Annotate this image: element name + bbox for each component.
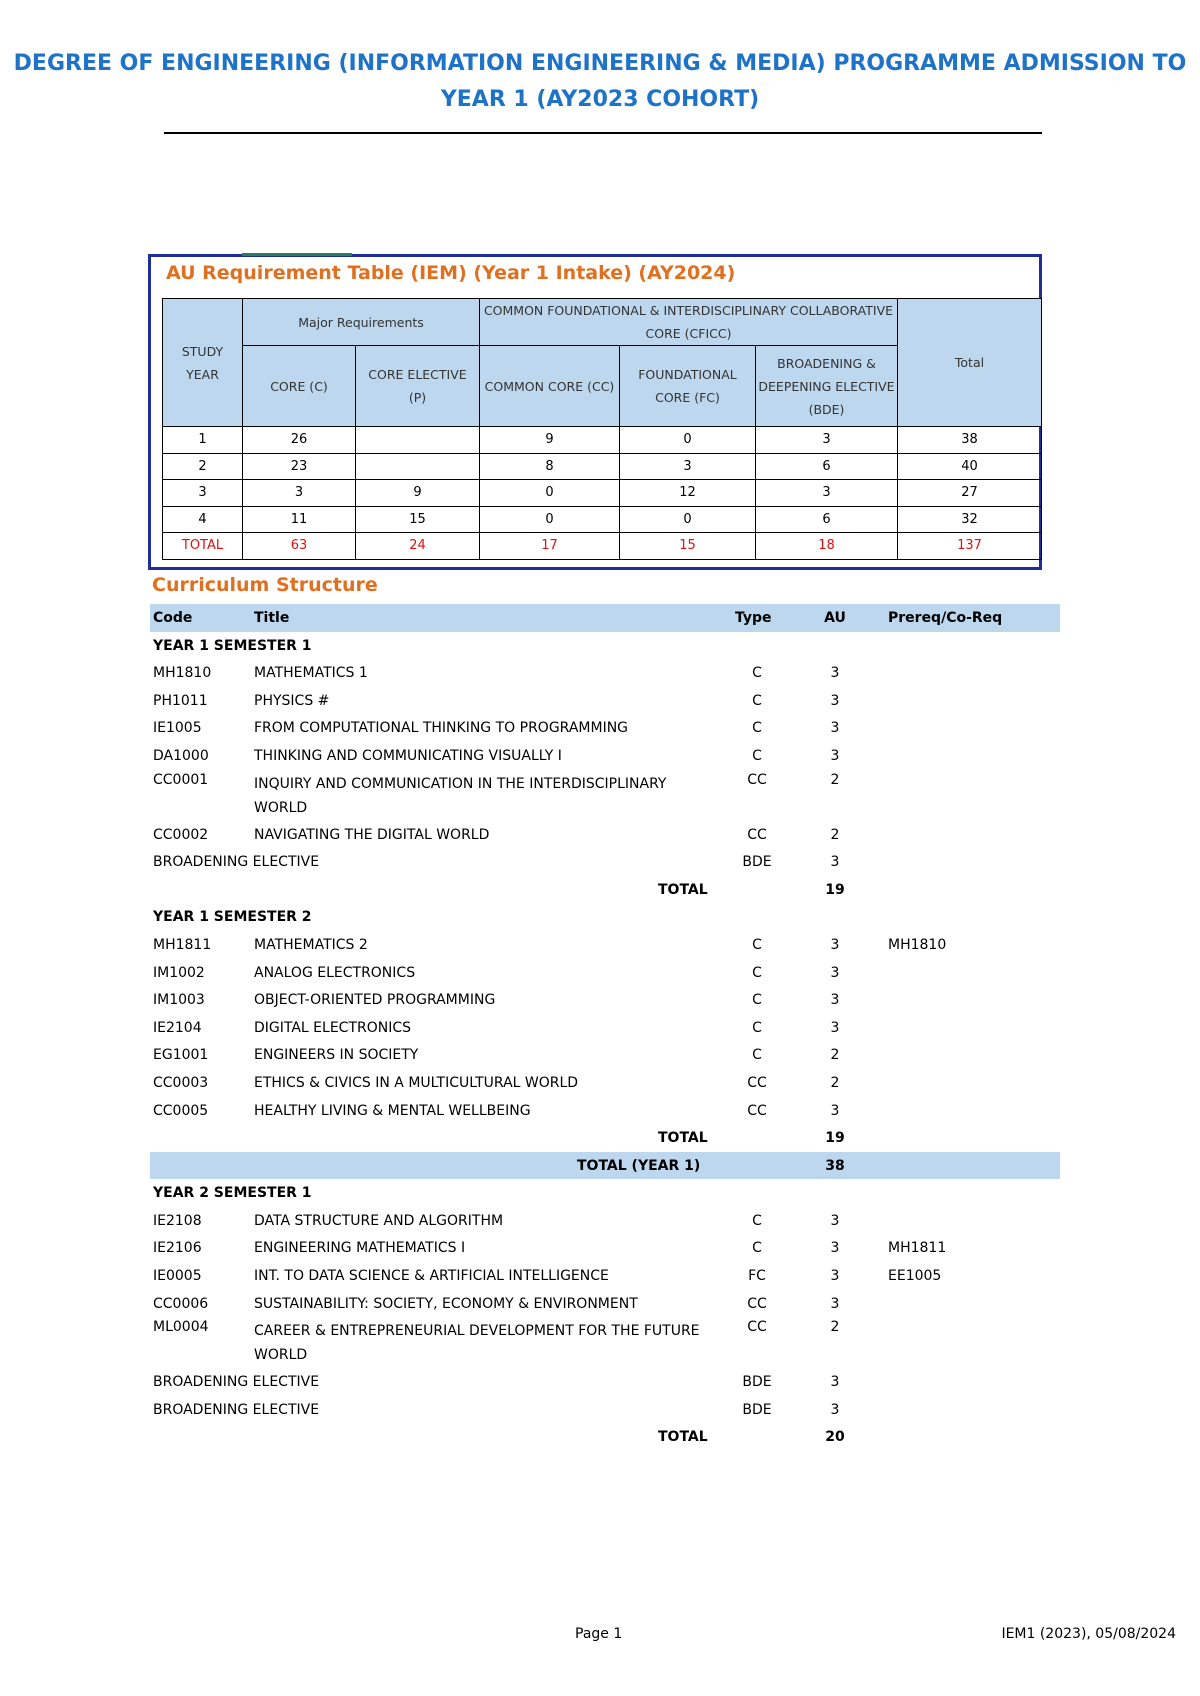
au-requirement-table (162, 298, 1042, 560)
cell-common-core: 17 (480, 533, 620, 560)
cell-total: 27 (898, 480, 1042, 507)
course-type: C (752, 1240, 762, 1257)
header-total: Total (898, 299, 1042, 427)
course-title: MATHEMATICS 1 (254, 665, 368, 682)
cell-year: 1 (163, 427, 243, 454)
course-code: IE2104 (153, 1019, 202, 1036)
cell-foundational: 0 (620, 427, 756, 454)
course-title: THINKING AND COMMUNICATING VISUALLY I (254, 747, 562, 764)
course-code: BROADENING ELECTIVE (153, 1401, 320, 1418)
curriculum-table (150, 604, 1060, 1451)
cell-core: 63 (243, 533, 356, 560)
cell-common-core: 0 (480, 506, 620, 533)
year-total-label: TOTAL (YEAR 1) (577, 1157, 701, 1174)
course-type: C (752, 720, 762, 737)
course-type: CC (747, 826, 767, 843)
course-code: IM1003 (153, 992, 205, 1009)
semester-label-row (150, 632, 1060, 660)
footer-page-number: Page 1 (575, 1626, 623, 1642)
cell-total: 38 (898, 427, 1042, 454)
semester-total-au: 20 (825, 1429, 845, 1446)
course-prereq: EE1005 (888, 1268, 942, 1285)
course-au: 3 (830, 1019, 840, 1036)
cell-bde: 18 (756, 533, 898, 560)
cell-core: 11 (243, 506, 356, 533)
course-au: 3 (830, 992, 840, 1009)
course-au: 2 (830, 1319, 840, 1336)
course-title: INQUIRY AND COMMUNICATION IN THE INTERDISCIPLINARY WORLD (254, 775, 667, 816)
course-au: 3 (830, 1240, 840, 1257)
cell-year: 3 (163, 480, 243, 507)
course-title: OBJECT-ORIENTED PROGRAMMING (254, 992, 496, 1009)
cell-common-core: 0 (480, 480, 620, 507)
header-title: Title (254, 610, 290, 626)
header-type: Type (735, 610, 772, 626)
cell-common-core: 8 (480, 453, 620, 480)
course-code: CC0006 (153, 1295, 209, 1312)
curriculum-structure-title: Curriculum Structure (152, 574, 378, 596)
cell-bde: 3 (756, 480, 898, 507)
header-core-elective: CORE ELECTIVE (P) (356, 346, 480, 427)
course-au: 3 (830, 665, 840, 682)
header-common-core: COMMON CORE (CC) (480, 346, 620, 427)
course-au: 2 (830, 1074, 840, 1091)
title-line-2: YEAR 1 (AY2023 COHORT) (440, 87, 760, 112)
header-prereq: Prereq/Co-Req (888, 610, 1003, 626)
course-type: C (752, 992, 762, 1009)
cell-foundational: 3 (620, 453, 756, 480)
header-core: CORE (C) (243, 346, 356, 427)
cell-core-elective: 15 (356, 506, 480, 533)
course-row (150, 1069, 1060, 1097)
course-code: MH1810 (153, 665, 212, 682)
course-type: C (752, 936, 762, 953)
course-type: CC (747, 1074, 767, 1091)
course-title: NAVIGATING THE DIGITAL WORLD (254, 826, 490, 843)
au-table-title: AU Requirement Table (IEM) (Year 1 Intake) (AY2024) (166, 262, 736, 284)
course-type: CC (747, 771, 767, 788)
course-row (150, 659, 1060, 687)
semester-label-row (150, 1179, 1060, 1207)
course-row (150, 1290, 1060, 1318)
course-type: CC (747, 1102, 767, 1119)
course-au: 2 (830, 826, 840, 843)
course-type: BDE (742, 1401, 772, 1418)
course-type: BDE (742, 1374, 772, 1391)
cell-core: 23 (243, 453, 356, 480)
au-row-year-1 (163, 427, 1042, 454)
cell-bde: 6 (756, 453, 898, 480)
course-au: 3 (830, 964, 840, 981)
course-title: FROM COMPUTATIONAL THINKING TO PROGRAMMING (254, 720, 629, 737)
year-total-au: 38 (825, 1157, 845, 1174)
course-code: CC0001 (153, 771, 209, 788)
cell-bde: 3 (756, 427, 898, 454)
course-title: MATHEMATICS 2 (254, 936, 368, 953)
course-title: ANALOG ELECTRONICS (254, 964, 416, 981)
semester-label: YEAR 1 SEMESTER 1 (153, 637, 312, 654)
cell-foundational: 12 (620, 480, 756, 507)
cell-year: 4 (163, 506, 243, 533)
semester-label-row (150, 903, 1060, 931)
course-type: C (752, 964, 762, 981)
course-au: 3 (830, 854, 840, 871)
title-line-1: DEGREE OF ENGINEERING (INFORMATION ENGINEERING & MEDIA) PROGRAMME ADMISSION TO (13, 51, 1187, 76)
course-code: CC0002 (153, 826, 209, 843)
semester-total-row (150, 876, 1060, 904)
course-row (150, 1041, 1060, 1069)
course-row (150, 1368, 1060, 1396)
course-type: BDE (742, 854, 772, 871)
course-row (150, 1317, 1060, 1368)
course-row (150, 1262, 1060, 1290)
semester-total-row (150, 1124, 1060, 1152)
cell-core-elective (356, 453, 480, 480)
cell-bde: 6 (756, 506, 898, 533)
course-prereq: MH1811 (888, 1240, 947, 1257)
document-title (0, 46, 1200, 118)
course-code: CC0003 (153, 1074, 209, 1091)
cell-total: 40 (898, 453, 1042, 480)
course-type: C (752, 692, 762, 709)
cell-core-elective: 9 (356, 480, 480, 507)
course-type: FC (748, 1268, 766, 1285)
course-title: PHYSICS # (254, 692, 330, 709)
course-title: DIGITAL ELECTRONICS (254, 1019, 412, 1036)
course-row (150, 959, 1060, 987)
header-major-requirements: Major Requirements (243, 299, 480, 346)
cell-core-elective: 24 (356, 533, 480, 560)
course-au: 3 (830, 747, 840, 764)
course-au: 3 (830, 1102, 840, 1119)
course-row (150, 1396, 1060, 1424)
course-row (150, 848, 1060, 876)
course-code: PH1011 (153, 692, 208, 709)
cell-year: 2 (163, 453, 243, 480)
semester-total-au: 19 (825, 1130, 845, 1147)
course-row (150, 821, 1060, 849)
cell-common-core: 9 (480, 427, 620, 454)
semester-total-label: TOTAL (658, 1130, 708, 1147)
semester-total-au: 19 (825, 881, 845, 898)
course-row (150, 1097, 1060, 1125)
course-au: 3 (830, 692, 840, 709)
course-type: C (752, 747, 762, 764)
course-row (150, 1014, 1060, 1042)
course-au: 3 (830, 720, 840, 737)
header-au: AU (824, 610, 846, 626)
footer-document-id: IEM1 (2023), 05/08/2024 (1001, 1626, 1176, 1642)
course-code: ML0004 (153, 1319, 209, 1336)
header-bde: BROADENING & DEEPENING ELECTIVE (BDE) (756, 346, 898, 427)
course-code: BROADENING ELECTIVE (153, 854, 320, 871)
course-code: CC0005 (153, 1102, 209, 1119)
semester-total-label: TOTAL (658, 881, 708, 898)
cell-total: 32 (898, 506, 1042, 533)
course-code: DA1000 (153, 747, 209, 764)
course-au: 3 (830, 1401, 840, 1418)
course-title: SUSTAINABILITY: SOCIETY, ECONOMY & ENVIRONMENT (254, 1295, 638, 1312)
course-title: ENGINEERING MATHEMATICS I (254, 1240, 466, 1257)
course-title: DATA STRUCTURE AND ALGORITHM (254, 1212, 504, 1229)
course-au: 3 (830, 1212, 840, 1229)
course-au: 3 (830, 1374, 840, 1391)
course-row (150, 986, 1060, 1014)
course-type: C (752, 665, 762, 682)
course-row (150, 1207, 1060, 1235)
au-box-tab-accent (242, 253, 352, 256)
header-study-year: STUDY YEAR (163, 299, 243, 427)
course-row (150, 770, 1060, 821)
course-row (150, 931, 1060, 959)
course-type: C (752, 1047, 762, 1064)
au-row-year-4 (163, 506, 1042, 533)
au-row-year-3 (163, 480, 1042, 507)
semester-total-row (150, 1423, 1060, 1451)
course-row (150, 742, 1060, 770)
semester-label: YEAR 1 SEMESTER 2 (153, 909, 312, 926)
course-code: BROADENING ELECTIVE (153, 1374, 320, 1391)
course-au: 3 (830, 1295, 840, 1312)
course-row (150, 687, 1060, 715)
course-code: IE2106 (153, 1240, 202, 1257)
cell-core-elective (356, 427, 480, 454)
course-title: INT. TO DATA SCIENCE & ARTIFICIAL INTELLIGENCE (254, 1268, 609, 1285)
au-row-total (163, 533, 1042, 560)
course-type: CC (747, 1295, 767, 1312)
course-code: MH1811 (153, 936, 212, 953)
header-foundational-core: FOUNDATIONAL CORE (FC) (620, 346, 756, 427)
course-au: 3 (830, 1268, 840, 1285)
course-prereq: MH1810 (888, 936, 947, 953)
header-code: Code (153, 610, 193, 626)
header-cficc: COMMON FOUNDATIONAL & INTERDISCIPLINARY COLLABORATIVE CORE (CFICC) (480, 299, 898, 346)
cell-core: 26 (243, 427, 356, 454)
semester-total-label: TOTAL (658, 1429, 708, 1446)
course-code: EG1001 (153, 1047, 209, 1064)
cell-year: TOTAL (163, 533, 243, 560)
course-row (150, 714, 1060, 742)
course-au: 3 (830, 936, 840, 953)
curriculum-header-row (150, 604, 1060, 632)
course-title: CAREER & ENTREPRENEURIAL DEVELOPMENT FOR THE FUTURE WORLD (254, 1323, 700, 1364)
title-underline (164, 132, 1042, 134)
course-title: ENGINEERS IN SOCIETY (254, 1047, 419, 1064)
course-code: IE0005 (153, 1268, 202, 1285)
cell-core: 3 (243, 480, 356, 507)
cell-foundational: 0 (620, 506, 756, 533)
course-title: HEALTHY LIVING & MENTAL WELLBEING (254, 1102, 531, 1119)
course-au: 2 (830, 771, 840, 788)
semester-label: YEAR 2 SEMESTER 1 (153, 1185, 312, 1202)
course-code: IM1002 (153, 964, 205, 981)
course-type: C (752, 1019, 762, 1036)
cell-total: 137 (898, 533, 1042, 560)
course-code: IE2108 (153, 1212, 202, 1229)
course-type: CC (747, 1319, 767, 1336)
year-total-row (150, 1152, 1060, 1180)
course-row (150, 1234, 1060, 1262)
au-row-year-2 (163, 453, 1042, 480)
cell-foundational: 15 (620, 533, 756, 560)
course-code: IE1005 (153, 720, 202, 737)
course-title: ETHICS & CIVICS IN A MULTICULTURAL WORLD (254, 1074, 579, 1091)
course-au: 2 (830, 1047, 840, 1064)
course-type: C (752, 1212, 762, 1229)
